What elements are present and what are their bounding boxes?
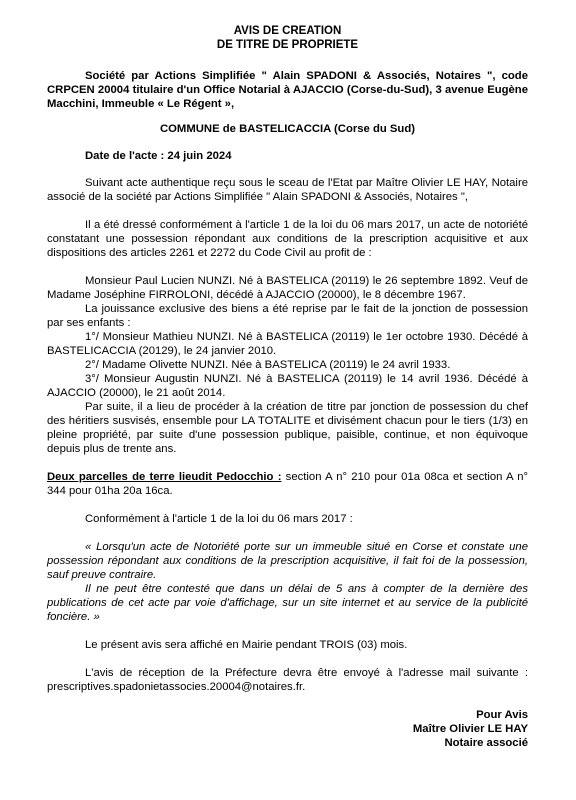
signature-line-2: Maître Olivier LE HAY: [412, 723, 528, 735]
display-notice: Le présent avis sera affiché en Mairie pendant TROIS (03) mois.: [85, 639, 408, 651]
act-date: Date de l'acte : 24 juin 2024: [85, 150, 232, 162]
signature-line-3: Notaire associé: [444, 737, 528, 749]
parcels-text: section A n° 210 pour 01a 08ca et section A n° 344 pour 01ha 20a 16ca.: [47, 471, 528, 497]
conforme-paragraph: Conformément à l'article 1 de la loi du 06 mars 2017 :: [85, 513, 353, 525]
heir-2: 2°/ Madame Olivette NUNZI. Née à BASTELICA (20119) le 24 avril 1933.: [85, 359, 451, 371]
dresse-paragraph: Il a été dressé conformément à l'article 1 de la loi du 06 mars 2017, un acte de notoriété constatant une possession répondant aux conditions de la prescription acquisitive et aux dispositions des articles 2261 et 2272 du Code Civil au profit de :: [47, 219, 528, 259]
signature-line-1: Pour Avis: [476, 709, 528, 721]
jouissance-paragraph: La jouissance exclusive des biens a été reprise par le fait de la jonction de possession par ses enfants :: [47, 303, 528, 329]
suite-paragraph: Par suite, il a lieu de procéder à la création de titre par jonction de possession du chef des héritiers susvisés, ensemble pour LA TOTALITE et divisément chacun pour le tiers (1/3) en pleine propriété, par suite d'une possession publique, paisible, continue, et non équivoque depuis plus de trente ans.: [47, 401, 528, 455]
legal-quote-1: « Lorsqu'un acte de Notoriété porte sur un immeuble situé en Corse et constate une possession répondant aux conditions de la prescription acquisitive, il fait foi de la possession, sauf preuve contraire.: [47, 541, 528, 581]
heir-1: 1°/ Monsieur Mathieu NUNZI. Né à BASTELICA (20119) le 1er octobre 1930. Décédé à BASTELICACCIA (20129), le 24 janvier 2010.: [47, 331, 528, 357]
title-line-2: DE TITRE DE PROPRIETE: [216, 39, 359, 51]
title-line-1: AVIS DE CREATION: [233, 25, 342, 37]
heir-3: 3°/ Monsieur Augustin NUNZI. Né à BASTELICA (20119) le 14 avril 1936. Décédé à AJACCIO (20000), le 21 août 2014.: [47, 373, 528, 399]
parcels-paragraph: [47, 470, 528, 498]
parcels-label: Deux parcelles de terre lieudit Pedocchio :: [47, 471, 282, 483]
legal-quote-2: Il ne peut être contesté que dans un délai de 5 ans à compter de la dernière des publications de cet acte par voie d'affichage, sur un site internet et au service de la publicité foncière. »: [47, 583, 528, 623]
commune-heading: COMMUNE de BASTELICACCIA (Corse du Sud): [159, 123, 415, 135]
company-paragraph: Société par Actions Simplifiée " Alain SPADONI & Associés, Notaires ", code CRPCEN 20004 titulaire d'un Office Notarial à AJACCIO (Corse-du-Sud), 3 avenue Eugène Macchini, Immeuble « Le Régent »,: [47, 70, 528, 110]
beneficiary-paragraph: Monsieur Paul Lucien NUNZI. Né à BASTELICA (20119) le 26 septembre 1892. Veuf de Madame Joséphine FIRROLONI, décédé à AJACCIO (20000), le 8 décembre 1967.: [47, 275, 528, 301]
acte-paragraph: Suivant acte authentique reçu sous le sceau de l'Etat par Maître Olivier LE HAY, Notaire associé de la société par Actions Simplifiée " Alain SPADONI & Associés, Notaires ",: [47, 177, 528, 203]
reception-paragraph: L'avis de réception de la Préfecture devra être envoyé à l'adresse mail suivante : prescriptives.spadonietassocies.20004@notaires.fr.: [47, 667, 528, 693]
